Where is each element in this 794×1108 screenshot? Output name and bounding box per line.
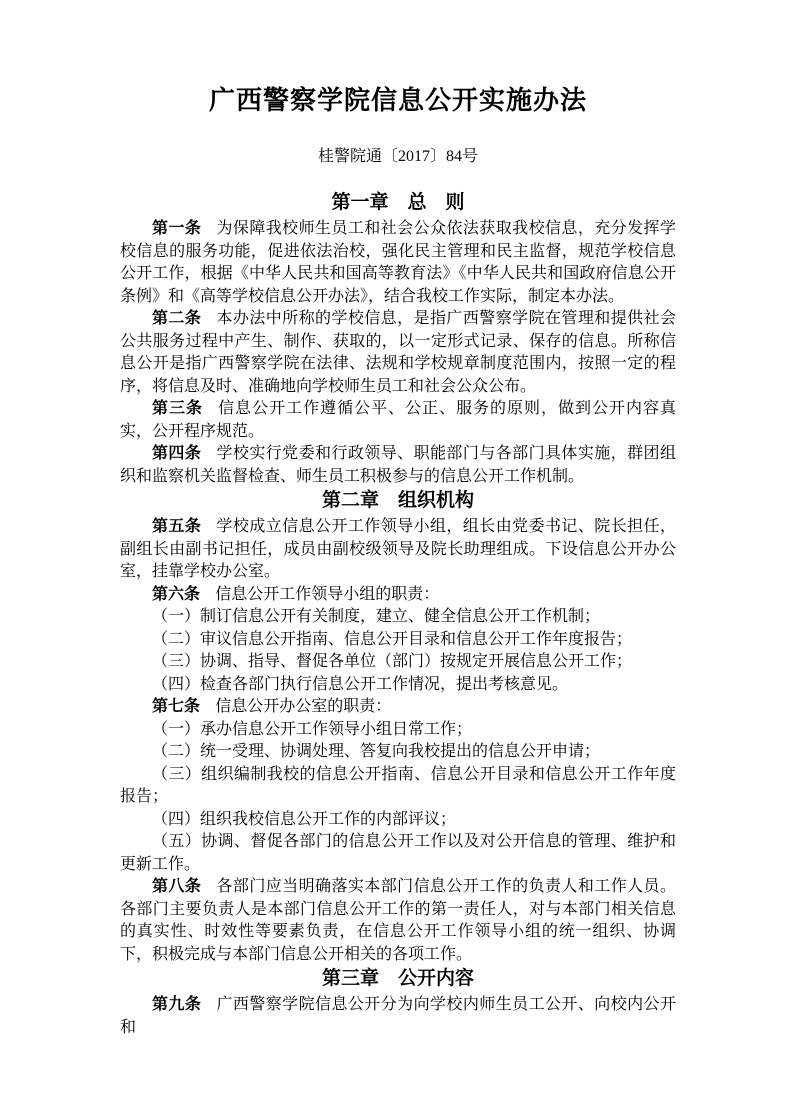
article-3-text: 信息公开工作遵循公平、公正、服务的原则，做到公开内容真实，公开程序规范。 — [120, 400, 676, 440]
article-3-label: 第三条 — [152, 400, 203, 417]
article-8-label: 第八条 — [152, 878, 202, 895]
article-1-label: 第一条 — [152, 220, 202, 237]
article-2 — [120, 308, 676, 398]
chapter-heading-3: 第三章 公开内容 — [321, 968, 474, 989]
document-title: 广西警察学院信息公开实施办法 — [208, 86, 587, 115]
article-1 — [120, 218, 676, 308]
article-1-text: 为保障我校师生员工和社会公众依法获取我校信息，充分发挥学校信息的服务功能，促进依法治校，强化民主管理和民主监督，规范学校信息公开工作，根据《中华人民共和国高等教育法》《中华人民共和国政府信息公开条例》和《高等学校信息公开办法》，结合我校工作实际，制定本办法。 — [120, 220, 676, 305]
article-6-item-4: （四）检查各部门执行信息公开工作情况，提出考核意见。 — [152, 675, 569, 693]
article-9 — [120, 994, 676, 1039]
article-6-item-3: （三）协调、指导、督促各单位（部门）按规定开展信息公开工作； — [152, 653, 633, 670]
chapter-heading-1: 第一章 总 则 — [331, 192, 465, 213]
article-3 — [120, 398, 676, 443]
article-4 — [120, 443, 676, 488]
article-7-item-4: （四）组织我校信息公开工作的内部评议； — [152, 810, 457, 828]
article-2-text: 本办法中所称的学校信息，是指广西警察学院在管理和提供社会公共服务过程中产生、制作、获取的，以一定形式记录、保存的信息。所称信息公开是指广西警察学院在法律、法规和学校规章制度范围内，按照一定的程序，将信息及时、准确地向学校师生员工和社会公众公布。 — [120, 310, 676, 395]
article-4-text: 学校实行党委和行政领导、职能部门与各部门具体实施，群团组织和监察机关监督检查、师生员工积极参与的信息公开工作机制。 — [120, 445, 676, 485]
article-6-item-1: （一）制订信息公开有关制度，建立、健全信息公开工作机制； — [152, 608, 601, 625]
article-6-text: 信息公开工作领导小组的职责： — [215, 585, 440, 603]
article-7-item-5: （五）协调、督促各部门的信息公开工作以及对公开信息的管理、维护和更新工作。 — [120, 833, 676, 873]
article-8-text: 各部门应当明确落实本部门信息公开工作的负责人和工作人员。各部门主要负责人是本部门信息公开工作的第一责任人，对与本部门相关信息的真实性、时效性等要素负责，在信息公开工作领导小组的统一组织、协调下，积极完成与本部门信息公开相关的各项工作。 — [120, 878, 676, 963]
article-6-label: 第六条 — [152, 585, 201, 603]
article-5-text: 学校成立信息公开工作领导小组，组长由党委书记、院长担任，副组长由副书记担任，成员由副校级领导及院长助理组成。下设信息公开办公室，挂靠学校办公室。 — [120, 518, 676, 580]
article-8 — [120, 876, 676, 966]
document-number: 桂警院通〔2017〕84号 — [317, 148, 478, 165]
article-7-item-3: （三）组织编制我校的信息公开指南、信息公开目录和信息公开工作年度报告； — [120, 765, 676, 805]
article-6 — [120, 584, 676, 607]
article-7-text: 信息公开办公室的职责： — [215, 698, 392, 715]
article-7-item-2: （二）统一受理、协调处理、答复向我校提出的信息公开申请； — [152, 743, 601, 760]
article-9-text: 广西警察学院信息公开分为向学校内师生员工公开、向校内公开和 — [120, 996, 676, 1036]
article-5-label: 第五条 — [152, 518, 202, 535]
article-5 — [120, 516, 676, 584]
article-4-label: 第四条 — [152, 445, 202, 462]
article-2-label: 第二条 — [152, 310, 202, 327]
article-6-item-2: （二）审议信息公开指南、信息公开目录和信息公开工作年度报告； — [152, 630, 633, 648]
chapter-heading-2: 第二章 组织机构 — [321, 490, 474, 511]
article-7 — [120, 696, 676, 719]
article-9-label: 第九条 — [152, 996, 202, 1013]
article-7-label: 第七条 — [152, 698, 201, 715]
article-7-item-1: （一）承办信息公开工作领导小组日常工作； — [152, 720, 473, 738]
